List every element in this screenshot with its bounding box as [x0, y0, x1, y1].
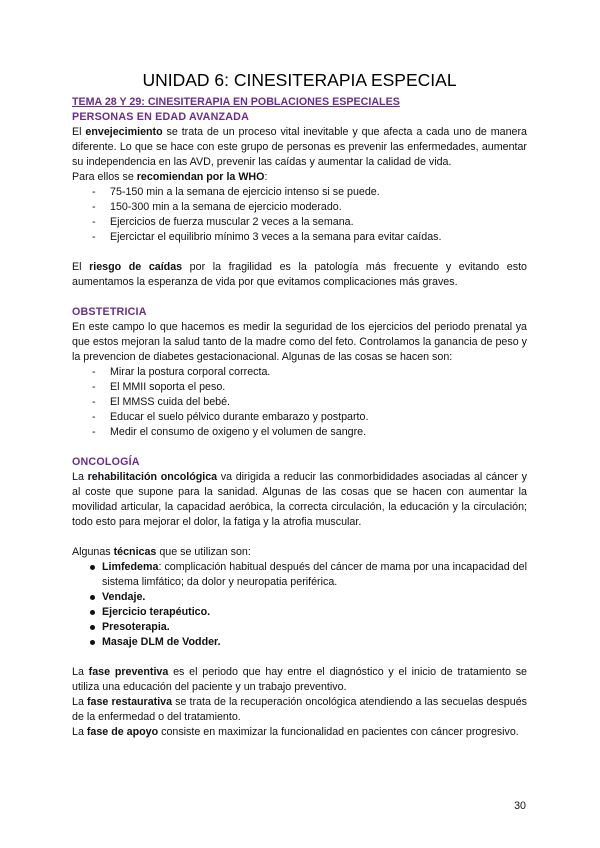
list-item: - El MMII soporta el peso.	[92, 380, 527, 395]
text-run: se trata de la recuperación oncológica atendiendo a las secuelas después de la enfermedad o del tratamiento.	[72, 696, 527, 723]
bullet-icon	[90, 625, 95, 630]
paragraph-aging	[72, 125, 527, 170]
list-item: - 150-300 min a la semana de ejercicio moderado.	[92, 200, 527, 215]
text-run: Para ellos se	[72, 171, 137, 183]
bold-term: envejecimiento	[85, 126, 163, 138]
paragraph-falls	[72, 260, 527, 290]
bold-term: rehabilitación oncológica	[87, 471, 218, 483]
topic-heading: TEMA 28 Y 29: CINESITERAPIA EN POBLACIONES ESPECIALES	[72, 96, 400, 108]
paragraph-preventive-phase	[72, 665, 527, 695]
bold-term: recomiendan por la WHO	[136, 171, 265, 183]
text-run: : complicación habitual después del cáncer de mama por una incapacidad del sistema limfático; da dolor y neuropatia periférica.	[102, 561, 527, 588]
bullet-icon	[90, 595, 95, 600]
paragraph-who	[72, 170, 527, 185]
bold-term: fase restaurativa	[86, 696, 173, 708]
unit-title: UNIDAD 6: CINESITERAPIA ESPECIAL	[142, 70, 457, 90]
who-recommendations-list	[72, 185, 527, 245]
list-item	[92, 620, 527, 635]
section-heading-obstetrics: OBSTETRICIA	[72, 306, 147, 318]
bold-term: Limfedema	[102, 561, 159, 573]
bold-term: fase de apoyo	[86, 726, 159, 738]
text-run: La	[72, 471, 88, 483]
text-run: se trata de un proceso vital inevitable y que afecta a cada uno de manera diferente. Lo que se hace con este grupo de personas es prevenir las enfermedades, aumentar su independencia en las AVD, prevenir las caídas y aumentar la calidad de vida.	[72, 126, 527, 168]
list-item: - Ejercicios de fuerza muscular 2 veces a la semana.	[92, 215, 527, 230]
text-run: por la fragilidad es la patología más frecuente y evitando esto aumentamos la esperanza de vida por que evitamos complicaciones más graves.	[72, 261, 527, 288]
list-item: - Educar el suelo pélvico durante embarazo y postparto.	[92, 410, 527, 425]
text-run: La	[72, 696, 87, 708]
bullet-icon	[90, 565, 95, 570]
bold-term: Vendaje.	[102, 591, 146, 603]
obstetrics-list	[72, 365, 527, 440]
paragraph-techniques	[72, 545, 527, 560]
bullet-icon	[90, 610, 95, 615]
list-item	[92, 560, 527, 590]
page-number: 30	[514, 800, 526, 812]
text-run: Algunas	[72, 546, 114, 558]
text-run: La	[72, 666, 89, 678]
list-item: - Ejercictar el equilibrio mínimo 3 veces a la semana para evitar caídas.	[92, 230, 527, 245]
document-page	[72, 70, 527, 740]
paragraph-obstetrics: En este campo lo que hacemos es medir la seguridad de los ejercicios del periodo prenatal ya que estos mejoran la salud tanto de la madre como del feto. Controlamos la ganancia de peso y la prevencion de diabetes gestacionacional. Algunas de las cosas se hacen son:	[72, 321, 527, 363]
text-run: es el periodo que hay entre el diagnóstico y el inicio de tratamiento se utiliza una educación del paciente y un trabajo preventivo.	[72, 666, 527, 693]
list-item	[92, 635, 527, 650]
section-heading-elderly: PERSONAS EN EDAD AVANZADA	[72, 111, 249, 123]
list-item	[92, 590, 527, 605]
techniques-list	[72, 560, 527, 650]
list-item: - 75-150 min a la semana de ejercicio intenso si se puede.	[92, 185, 527, 200]
paragraph-support-phase	[72, 725, 527, 740]
bold-term: Ejercicio terapéutico.	[102, 606, 211, 618]
text-run: El	[72, 126, 86, 138]
list-item: - Mirar la postura corporal correcta.	[92, 365, 527, 380]
list-item: - El MMSS cuida del bebé.	[92, 395, 527, 410]
text-run: va dirigida a reducir las conmorbididades asociadas al cáncer y al coste que supone para la sanidad. Algunas de las cosas que se hacen con aumentar la movilidad articular, la capacidad aeróbica, la correcta circulación, la educación y la circulación; todo esto para mejorar el dolor, la fatiga y la atrofia muscular.	[72, 471, 527, 528]
bold-term: riesgo de caídas	[89, 261, 183, 273]
bold-term: Presoterapia.	[102, 621, 170, 633]
text-run: que se utilizan son:	[156, 546, 251, 558]
bold-term: Masaje DLM de Vodder.	[102, 636, 221, 648]
text-run: consiste en maximizar la funcionalidad en pacientes con cáncer progresivo.	[158, 726, 519, 738]
list-item	[92, 605, 527, 620]
bold-term: técnicas	[113, 546, 157, 558]
bold-term: fase preventiva	[88, 666, 169, 678]
text-run: El	[72, 261, 90, 273]
bullet-icon	[90, 640, 95, 645]
paragraph-oncology-rehab	[72, 470, 527, 530]
section-heading-oncology: ONCOLOGÍA	[72, 456, 140, 468]
text-run: :	[264, 171, 268, 183]
list-item: - Medir el consumo de oxigeno y el volumen de sangre.	[92, 425, 527, 440]
text-run: La	[72, 726, 87, 738]
paragraph-restorative-phase	[72, 695, 527, 725]
